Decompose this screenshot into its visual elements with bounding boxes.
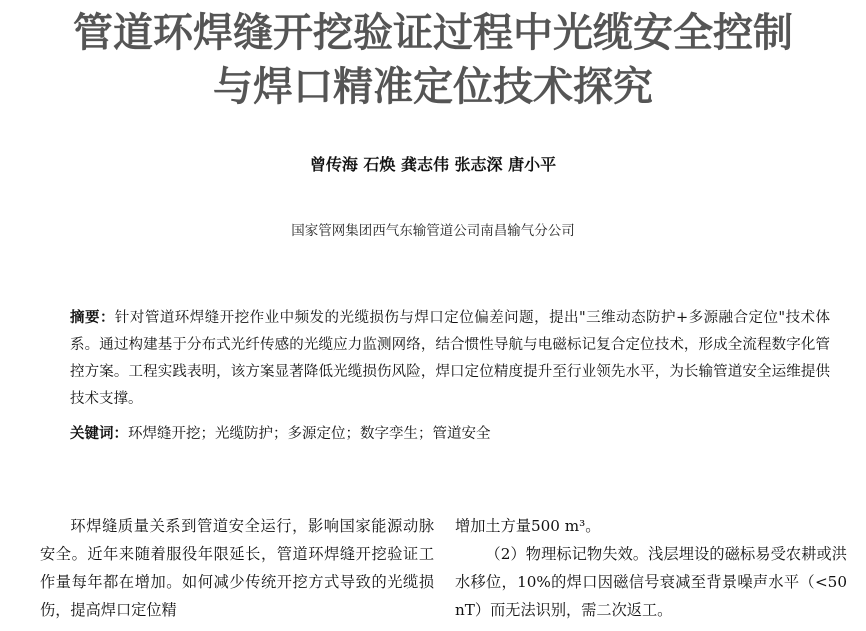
title-line-1: 管道环焊缝开挖验证过程中光缆安全控制 (73, 10, 793, 56)
body-left-column (40, 512, 434, 624)
body-paragraph: 环焊缝质量关系到管道安全运行，影响国家能源动脉安全。近年来随着服役年限延长，管道环焊缝开挖验证工作量每年都在增加。如何减少传统开挖方式导致的光缆损伤，提高焊口定位精 (40, 517, 434, 619)
keywords-text: 环焊缝开挖；光缆防护；多源定位；数字孪生；管道安全 (128, 426, 491, 442)
title-line-2: 与焊口精准定位技术探究 (213, 64, 653, 110)
authors: 曾传海 石焕 龚志伟 张志深 唐小平 (309, 155, 557, 174)
abstract-text: 针对管道环焊缝开挖作业中频发的光缆损伤与焊口定位偏差问题，提出"三维动态防护+多源融合定位"技术体系。通过构建基于分布式光纤传感的光缆应力监测网络，结合惯性导航与电磁标记复合定位技术，形成全流程数字化管控方案。工程实践表明，该方案显著降低光缆损伤风险，焊口定位精度提升至行业领先水平，为长输管道安全运维提供技术支撑。 (70, 310, 831, 407)
keywords (70, 422, 830, 446)
body-paragraph: （2）物理标记物失效。浅层埋设的磁标易受农耕或洪水移位，10%的焊口因磁信号衰减至背景噪声水平（<50 nT）而无法识别，需二次返工。 (455, 545, 847, 619)
paper-title (0, 6, 866, 114)
abstract (70, 305, 830, 413)
affiliation: 国家管网集团西气东输管道公司南昌输气分公司 (291, 223, 575, 239)
body-right-column (455, 512, 847, 624)
body-paragraph-continuation: 增加土方量500 m³。 (455, 517, 601, 535)
keywords-label: 关键词： (70, 426, 128, 442)
abstract-label: 摘要： (70, 310, 115, 326)
